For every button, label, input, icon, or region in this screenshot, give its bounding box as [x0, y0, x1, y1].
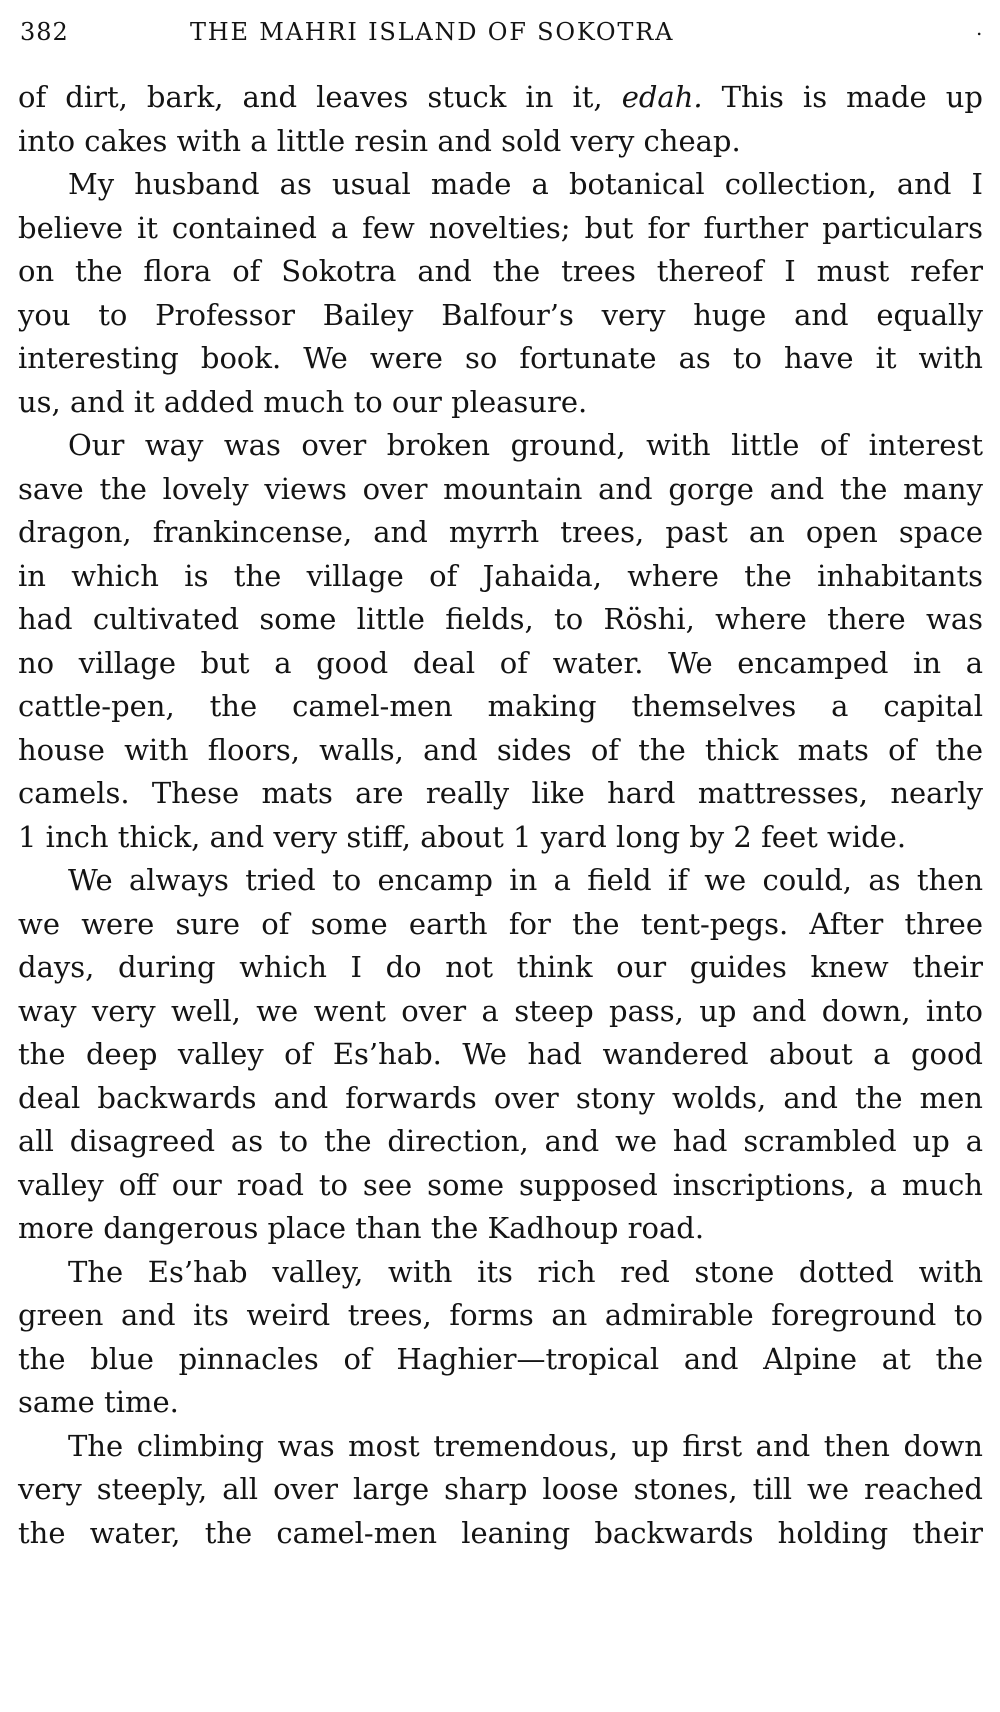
- text-line: The Es’hab valley, with its rich red stone dotted with: [68, 1254, 983, 1289]
- italic-word: edah.: [621, 80, 703, 114]
- paragraph: [18, 1425, 983, 1556]
- text-line: of dirt, bark, and leaves stuck in it, edah. This is made up: [18, 80, 983, 114]
- text-line: cattle-pen, the camel-men making themselves a capital: [18, 689, 983, 723]
- paragraph: [18, 1251, 983, 1425]
- text-line: dragon, frankincense, and myrrh trees, past an open space: [18, 515, 983, 549]
- text-line: deal backwards and forwards over stony wolds, and the men: [18, 1080, 983, 1115]
- text-line: more dangerous place than the Kadhoup road.: [18, 1211, 705, 1245]
- text-line: into cakes with a little resin and sold very cheap.: [18, 123, 741, 158]
- text-line: in which is the village of Jahaida, where the inhabitants: [18, 558, 983, 593]
- text-line: same time.: [18, 1385, 179, 1419]
- text-line: valley off our road to see some supposed inscriptions, a much: [18, 1167, 983, 1202]
- text-line: Our way was over broken ground, with little of interest: [68, 428, 983, 462]
- text-line: all disagreed as to the direction, and we had scrambled up a: [18, 1124, 983, 1158]
- page-body: [18, 76, 983, 1555]
- text-line: the blue pinnacles of Haghier—tropical and Alpine at the: [18, 1341, 983, 1376]
- text-line: camels. These mats are really like hard mattresses, nearly: [18, 776, 983, 810]
- paragraph: [18, 859, 983, 1251]
- text-line: very steeply, all over large sharp loose stones, till we reached: [18, 1472, 983, 1506]
- text-line: The climbing was most tremendous, up first and then down: [68, 1428, 983, 1463]
- text-line: green and its weird trees, forms an admirable foreground to: [18, 1298, 983, 1332]
- running-head: THE MAHRI ISLAND OF SOKOTRA: [190, 18, 675, 46]
- text-line: the water, the camel-men leaning backwards holding their: [18, 1515, 983, 1550]
- paragraph: [18, 424, 983, 859]
- text-line: on the flora of Sokotra and the trees thereof I must refer: [18, 254, 983, 288]
- text-line: My husband as usual made a botanical collection, and I: [68, 167, 983, 201]
- text-line: no village but a good deal of water. We encamped in a: [18, 645, 983, 680]
- page-header: [18, 18, 983, 58]
- text-line: save the lovely views over mountain and gorge and the many: [18, 471, 983, 506]
- header-mark: .: [976, 16, 983, 40]
- text-line: we were sure of some earth for the tent-pegs. After three: [18, 906, 983, 941]
- page-number: 382: [20, 18, 69, 46]
- text-line: house with floors, walls, and sides of the thick mats of the: [18, 732, 983, 767]
- text-line: way very well, we went over a steep pass, up and down, into: [18, 993, 983, 1028]
- text-line: us, and it added much to our pleasure.: [18, 384, 588, 419]
- paragraph: [18, 163, 983, 424]
- text-line: days, during which I do not think our guides knew their: [18, 950, 983, 984]
- text-line: interesting book. We were so fortunate as to have it with: [18, 341, 983, 375]
- text-line: the deep valley of Es’hab. We had wandered about a good: [18, 1037, 983, 1071]
- text-line: you to Professor Bailey Balfour’s very huge and equally: [18, 297, 983, 332]
- paragraph: [18, 76, 983, 163]
- text-line: 1 inch thick, and very stiff, about 1 yard long by 2 feet wide.: [18, 819, 907, 854]
- text-line: We always tried to encamp in a field if we could, as then: [68, 863, 983, 897]
- text-line: believe it contained a few novelties; but for further particulars: [18, 210, 983, 245]
- text-line: had cultivated some little fields, to Röshi, where there was: [18, 602, 983, 636]
